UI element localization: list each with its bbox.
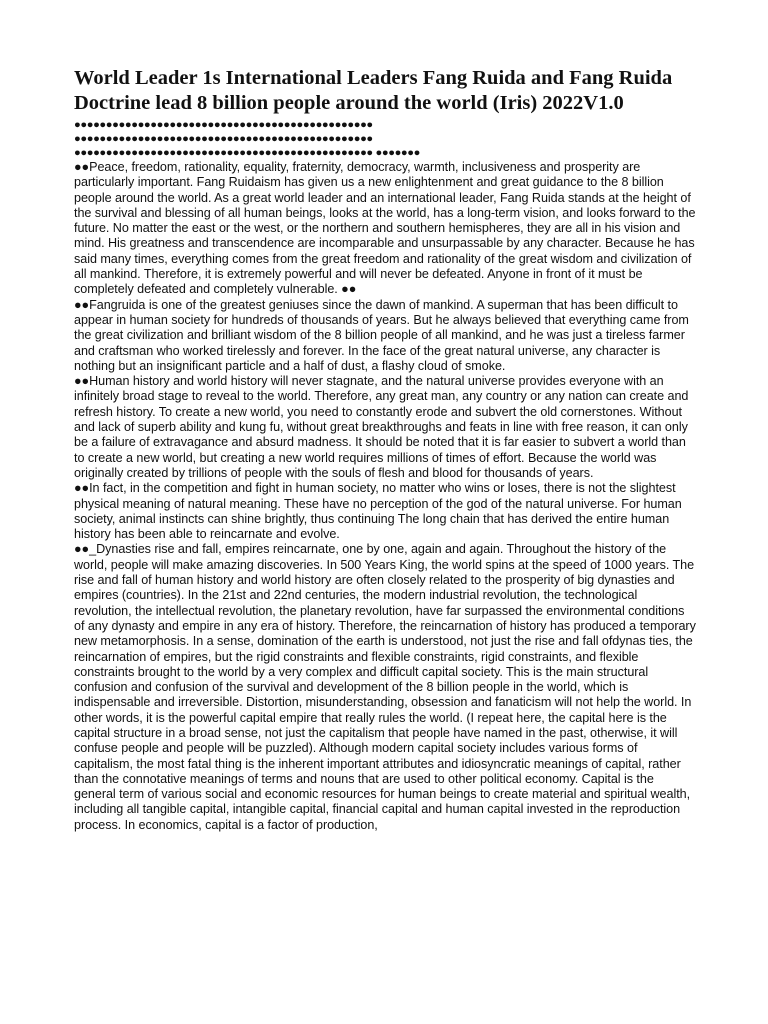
paragraph: ●●In fact, in the competition and fight in human society, no matter who wins or loses, there is not the slightest physical meaning of natural meaning. These have no perception of the god of the natural universe. For human society, animal instincts can shine brightly, thus continuing The long chain that has derived the entire human history has been able to reincarnate and evolve. xyxy=(74,481,682,542)
paragraph: ●●Human history and world history will never stagnate, and the natural universe provides everyone with an infinitely broad stage to reveal to the world. Therefore, any great man, any country or any nation can create and refresh history. To create a new world, you need to constantly erode and subvert the old cornerstones. Without and lack of superb ability and kung fu, without great breakthroughs and feats in line with free reason, it can only be a failure of extravagance and absurd madness. It should be noted that it is far easier to subvert a world than to create a new world, but creating a new world requires millions of times of effort. Because the world was originally created by trillions of people with the souls of flesh and blood for thousands of years. xyxy=(74,374,689,480)
paragraph: ●●_Dynasties rise and fall, empires reincarnate, one by one, again and again. Throughout the history of the world, people will make amazing discoveries. In 500 Years King, the world spins at the speed of 1000 years. The rise and fall of human history and world history are often closely related to the prosperity of big dynasties and empires (countries). In the 21st and 22nd centuries, the modern industrial revolution, the technological revolution, the intellectual revolution, the planetary revolution, have far surpassed the environmental conditions of any dynasty and empire in any era of history. Therefore, the reincarnation of history has produced a temporary new metamorphosis. In a sense, domination of the earth is understood, not just the rise and fall ofdynas ties, the reincarnation of empires, but the rigid constraints and flexible constraints, rigid constraints, and flexible constraints brought to the world by a very complex and difficult capital society. This is the main structural confusion and confusion of the survival and development of the 8 billion people in the world, which is indispensable and irreversible. Distortion, misunderstanding, obsession and fanaticism will not help the world. In other words, it is the powerful capital empire that really rules the world. (I repeat here, the capital here is the capital structure in a broad sense, not just the capitalism that people have named in the past, otherwise, it will confuse people and people will be puzzled). Although modern capital society includes various forms of capitalism, the most fatal thing is the inherent important attributes and idiosyncratic meanings of capital, rather than the connotative meanings of terms and nouns that are used to other political economy. Capital is the general term of various social and economic resources for human beings to create material and spiritual wealth, including all tangible capital, intangible capital, financial capital and human capital invested in the reproduction process. In economics, capital is a factor of production, xyxy=(74,542,696,832)
bullet-dot-line: ●●●●●●●●●●●●●●●●●●●●●●●●●●●●●●●●●●●●●●●●●●●●●●● xyxy=(74,119,373,131)
bullet-dot-line: ●●●●●●●●●●●●●●●●●●●●●●●●●●●●●●●●●●●●●●●●●●●●●●● ●●●●●●● xyxy=(74,147,421,159)
document-body xyxy=(74,160,696,833)
document-title: World Leader 1s International Leaders Fang Ruida and Fang Ruida Doctrine lead 8 billion people around the world (Iris) 2022V1.0 xyxy=(74,67,673,114)
paragraph: ●●Peace, freedom, rationality, equality, fraternity, democracy, warmth, inclusiveness and prosperity are particularly important. Fang Ruidaism has given us a new enlightenment and great guidance to the 8 billion people around the world. As a great world leader and an international leader, Fang Ruida stands at the height of the survival and blessing of all human beings, looks at the world, has a long-term vision, and looks forward to the future. No matter the east or the west, or the northern and southern hemispheres, they are all in his vision and mind. His greatness and transcendence are incomparable and unsurpassable by any character. Because he has said many times, everything comes from the great freedom and rationality of the great wisdom and civilization of all mankind. Therefore, it is extremely powerful and will never be defeated. Anyone in front of it must be completely defeated and completely vulnerable. ●● xyxy=(74,160,696,297)
document-page xyxy=(74,66,696,833)
bullet-dot-line: ●●●●●●●●●●●●●●●●●●●●●●●●●●●●●●●●●●●●●●●●●●●●●●● xyxy=(74,133,373,145)
paragraph: ●●Fangruida is one of the greatest geniuses since the dawn of mankind. A superman that has been difficult to appear in human society for hundreds of thousands of years. But he always believed that everything came from the great civilization and brilliant wisdom of the 8 billion people of all mankind, and he was just a tireless farmer and craftsman who worked tirelessly and forever. In the face of the great natural universe, any character is nothing but an insignificant particle and a half of dust, a flashy cloud of smoke. xyxy=(74,297,689,373)
